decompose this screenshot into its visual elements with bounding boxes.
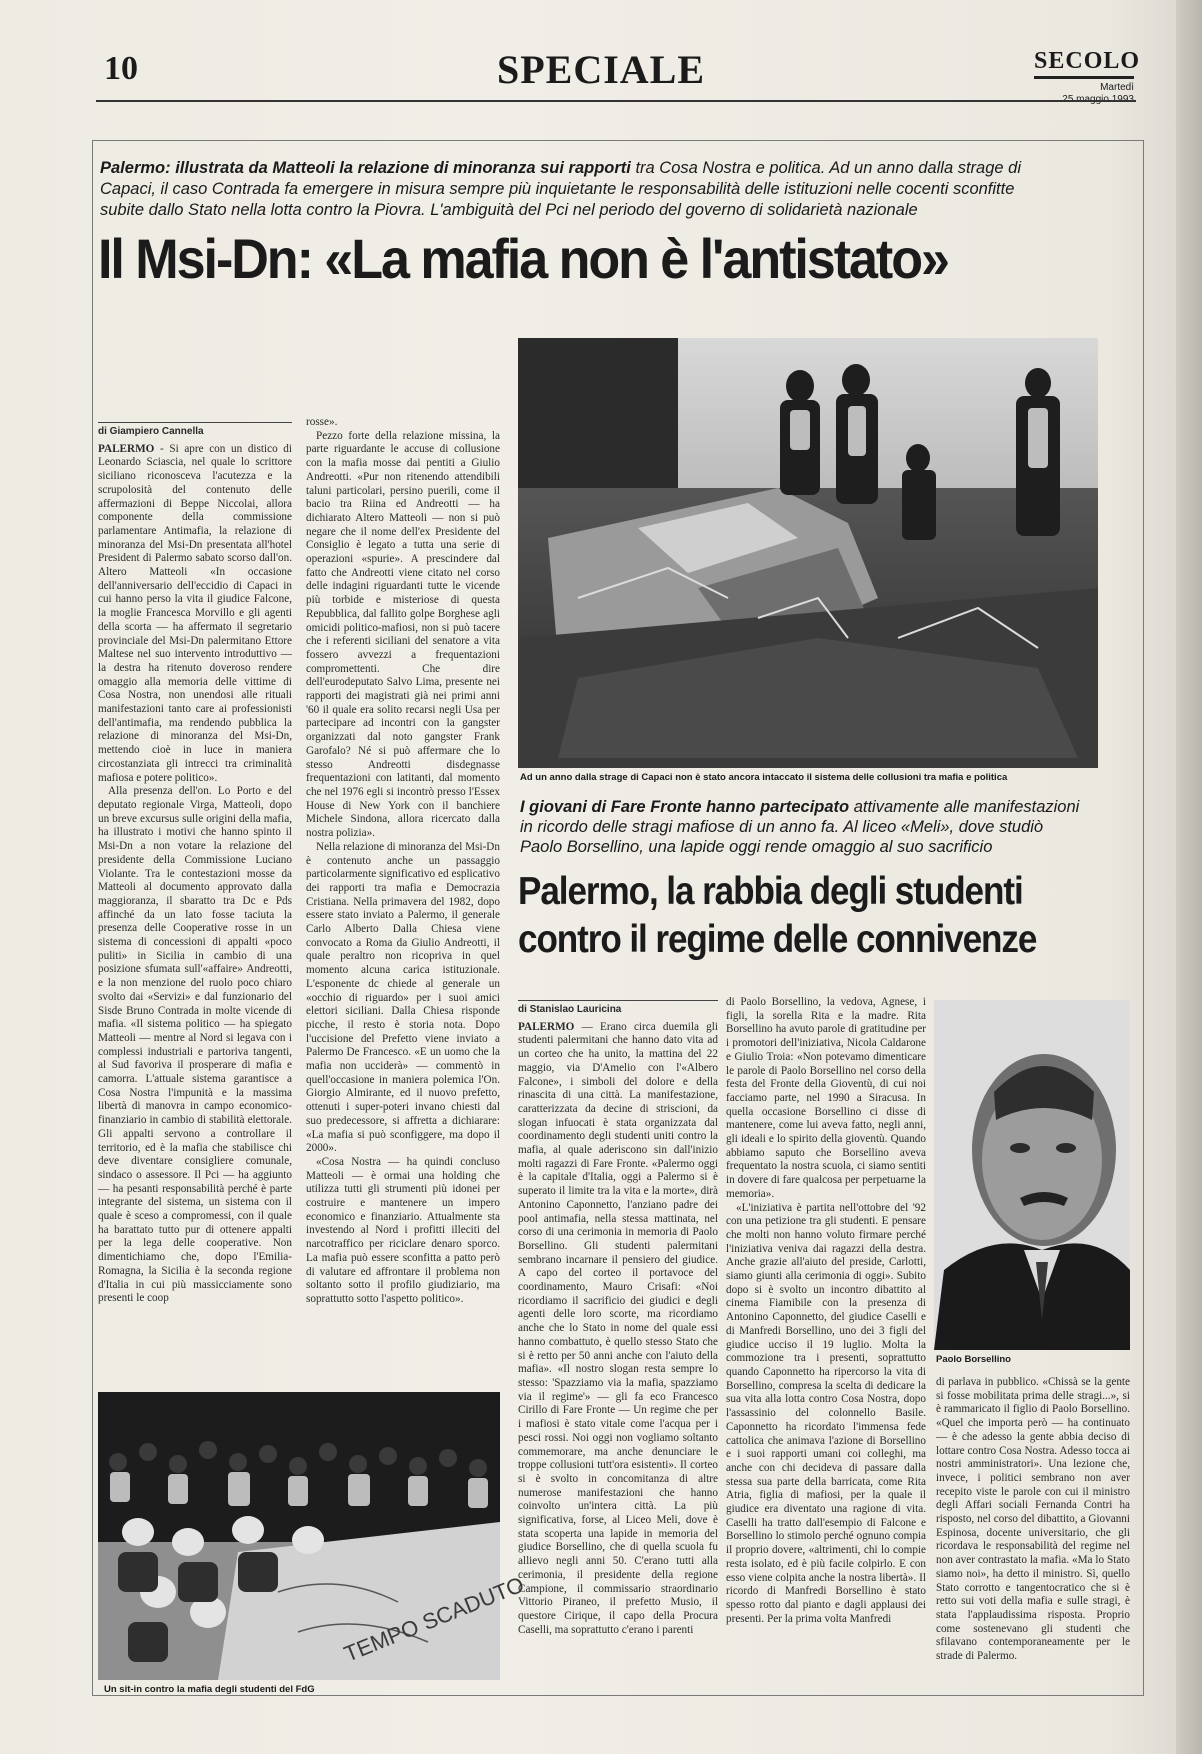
second-paragraph [518, 1021, 718, 1638]
main-paragraph: Alla presenza dell'on. Lo Porto e del deputato regionale Virga, Matteoli, dopo un breve excursus sulle origini della mafia, ha illustrato i motivi che hanno spinto il Msi-Dn a non votare la relazione del presidente della Commissione Luciano Violante. Tra le contestazioni mosse da Matteoli al documento approvato dalla maggioranza, il sbaratto tra Dc e Pds affinché da un lato fosse taciuta la presenza delle Cooperative rosse in un sistema di concessioni di appalti «poco puliti» in Sicilia in cambio di una posizione sfumata sull'«affaire» Andreotti, e la non menzione del ruolo poco chiaro svolto dai «Servizi» e dal funzionario del Sisde Bruno Contrada in molte vicende di mafia. «Il sistema politico — ha spiegato Matteoli — mentre al Nord si legava con i complessi industriali e partoriva tangenti, al Sud favoriva il prosperare di mafia e camorra. L'attuale sistema garantisce a Cosa Nostra l'impunità e la massima libertà di manovra in campo economico-finanziario in cambio di stabilità elettorale. Gli appalti servono a controllare il territorio, ed è la mafia che stabilisce chi deve diventare consigliere comunale, sindaco o assessore. Il Pci — ha aggiunto — ha pesanti responsabilità perché è parte integrante del sistema, un sistema con il quale è sceso a compromessi, con il quale ha barattato tutto pur di ottenere appalti per la lega delle cooperative. Non dimentichiamo che, dopo l'Emilia-Romagna, la Sicilia è la seconda regione d'Italia in cui più massicciamente sono presenti le coop [98, 785, 292, 1305]
page-binding-shadow [1176, 0, 1202, 1754]
second-headline: Palermo, la rabbia degli studenti contro il regime delle connivenze [518, 870, 1037, 961]
sit-in-photo [98, 1392, 528, 1680]
masthead-day: Martedì [1100, 82, 1134, 93]
masthead [1034, 48, 1141, 106]
section-title: SPECIALE [496, 47, 706, 92]
main-column-1 [98, 422, 292, 1380]
second-paragraph: di Paolo Borsellino, la vedova, Agnese, i figli, la sorella Rita e la madre. Rita Borsellino ha avuto parole di gratitudine per i promotori dell'iniziativa, Nicola Caldarone e Giulio Troia: «Non potevamo dimenticare le parole di Paolo Borsellino nel corso della festa del Fronte della Gioventù, di cui noi facciamo parte, nel 1990 a Siracusa. In quella occasione Borsellino ci disse di mantenere, come lui aveva fatto, negli anni, gli ideali e lo spirito della gioventù. Quando abbiamo saputo che Borsellino aveva frequentato la nostra scuola, ci siamo sentiti in dovere di fare qualcosa per perpetuarne la memoria». [726, 996, 926, 1200]
main-paragraph: «Cosa Nostra — ha quindi concluso Matteoli — è ormai una holding che utilizza tutti gli strumenti più idonei per costruire e mantenere un impero economico e finanziario. Attualmente sta investendo al Nord i profitti illeciti del narcotraffico per riciclare denaro sporco. La mafia può essere sconfitta a patto però di valutare ed affrontare il problema non soltanto sotto il profilo giudiziario, ma soprattutto sotto l'aspetto politico». [306, 1155, 500, 1305]
page-number: 10 [104, 50, 138, 87]
main-column-2 [306, 416, 500, 1380]
main-col1-text: - Si apre con un distico di Leonardo Sciascia, nel quale lo scrittore siciliano riconosceva l'acutezza e la scrupolosità del contenuto delle affermazioni di Beppe Niccolai, allora componente della commissione parlamentare Antimafia, la relazione di minoranza del Msi-Dn presentata all'hotel President di Palermo sabato scorso dall'on. Altero Matteoli «In occasione dell'anniversario dell'eccidio di Capaci in cui hanno perso la vita il giudice Falcone, la moglie Francesca Morvillo e gli agenti della scorta — ha affermato il segretario provinciale del Msi-Dn palermitano Ettore Maltese nel suo intervento introduttivo — la destra ha ritenuto doveroso rendere omaggio alla memoria delle vittime di Cosa Nostra, non unendosi alle rituali manifestazioni tanto care ai professionisti dell'antimafia, ma rendendo pubblica la relazione di minoranza del Msi-Dn, mettendo cioè in luce in maniera circostanziata gli intrecci tra criminalità mafiosa e potere politico». [98, 442, 292, 784]
second-kicker-bold: I giovani di Fare Fronte hanno partecipato [520, 798, 850, 816]
main-headline: Il Msi-Dn: «La mafia non è l'antistato» [98, 227, 948, 290]
header-rule [96, 100, 1136, 102]
main-paragraph [98, 443, 292, 786]
borsellino-portrait-caption: Paolo Borsellino [936, 1354, 1011, 1365]
sit-in-photo-caption: Un sit-in contro la mafia degli studenti del FdG [104, 1684, 315, 1695]
main-paragraph: Nella relazione di minoranza del Msi-Dn è contenuto anche un passaggio particolarmente significativo ed esplicativo dei rapporti tra mafia e Democrazia Cristiana. Nella primavera del 1982, dopo essere stato inviato a Palermo, il generale Carlo Alberto Dalla Chiesa viene convocato a Roma da Giulio Andreotti, il quale peraltro non ricopriva in quel momento alcuna carica istituzionale. L'esponente dc chiede al generale un «occhio di riguardo» per i suoi amici elettori siciliani. Dalla Chiesa risponde picche, il resto è storia nota. Dopo l'uccisione del Prefetto viene inviato a Palermo De Francesco. «E un uomo che la mafia non ucciderà» — commentò in quell'occasione in maniera polemica l'On. Giorgio Almirante, ed il nuovo prefetto, ottenuti i super-poteri invano chiesti dal suo predecessore, si affretta a dichiarare: «La mafia si può sconfiggere, ma dopo il 2000». [306, 840, 500, 1155]
second-dateline: PALERMO [518, 1020, 575, 1033]
main-dateline: PALERMO [98, 442, 155, 455]
main-kicker-bold: Palermo: illustrata da Matteoli la relazione di minoranza sui rapporti [100, 159, 631, 177]
second-paragraph: «L'iniziativa è partita nell'ottobre del '92 con una petizione tra gli studenti. E pensare che molti non hanno voluto firmare perché l'iniziativa veniva dai ragazzi della destra. Anche grazie all'aiuto del preside, Carlotti, siamo giunti alla cerimonia di oggi». Subito dopo si è svolto un incontro dibattito al cinema Fiamibile con la presenza di Antonino Caponnetto, del giudice Caselli e di Manfredi Borsellino, uno dei 3 figli del giudice ucciso il 19 luglio. Molta la commozione tra i presenti, soprattutto quando Caponnetto ha ripercorso la vita di Borsellino, compresa la scelta di dedicare la sua vita alla lotta contro Cosa Nostra, dopo l'assassinio del colonnello Basile. Caponnetto ha ricordato l'immensa fede cattolica che animava l'azione di Borsellino e i suoi rapporti umani coi colleghi, ma anche con chi decideva di passare dalla stessa sua parte della barricata, come Rita Atria, figlia di mafiosi, per la quale il giudice era diventato una ragione di vita. Caselli ha tratto dall'esempio di Falcone e Borsellino lo stimolo perché ognuno compia il proprio dovere, «altrimenti, chi lo compie resta isolato, ed è più facile colpirlo. E con esso viene colpita anche la nostra libertà». Il ricordo di Manfredi Borsellino è stato spesso rotto dal pianto e dagli applausi dei presenti. Per la prima volta Manfredi [726, 1201, 926, 1625]
borsellino-portrait [934, 1000, 1130, 1350]
second-kicker-text: attivamente alle manifestazioni in ricordo delle stragi mafiose di un anno fa. Al liceo «Meli», dove studiò Paolo Borsellino, una lapide oggi rende omaggio al suo sacrificio [520, 798, 1080, 856]
second-column-1 [518, 1000, 718, 1654]
second-kicker [520, 797, 1080, 857]
second-paragraph: di parlava in pubblico. «Chissà se la gente si fosse mobilitata prima delle stragi...», si è rammaricato il figlio di Paolo Borsellino. «Quel che importa però — ha continuato — è che adesso la gente abbia deciso di lottare contro Cosa Nostra. Adesso tocca ai nostri amministratori». Una lezione che, invece, i politici sembrano non aver recepito viste le parole con cui il ministro degli Affari sociali Fernanda Contri ha risposto, nel corso del dibattito, a Giovanni Espinosa, docente universitario, che gli ricordava le responsabilità del regime nel non aver contrastato la mafia. «Ma lo Stato siamo noi», ha detto il ministro. Sì, quello Stato corrotto e tangentocratico che si è retto sui voti della mafia e sulle stragi, è stata l'applaudissima risposta. Proprio come sostenevano gli studenti che sfilavano contemporaneamente per le strade di Palermo. [936, 1376, 1130, 1663]
second-column-2 [726, 996, 926, 1654]
capaci-photo-caption: Ad un anno dalla strage di Capaci non è stato ancora intaccato il sistema delle collusioni tra mafia e politica [520, 772, 1008, 783]
masthead-underline [1034, 76, 1134, 79]
second-column-3 [936, 1376, 1130, 1663]
second-byline: di Stanislao Lauricina [518, 1000, 718, 1017]
main-kicker [100, 158, 1040, 221]
sit-in-banner-text: TEMPO SCADUTO [340, 1571, 528, 1667]
main-paragraph: rosse». [306, 416, 338, 428]
main-kicker-text: tra Cosa Nostra e politica. Ad un anno dalla strage di Capaci, il caso Contrada fa emergere in misura sempre più inquietante le responsabilità delle istituzioni nelle cocenti sconfitte subite dallo Stato nella lotta contro la Piovra. L'ambiguità del Pci nel periodo del governo di solidarietà nazionale [100, 159, 1021, 219]
main-paragraph: Pezzo forte della relazione missina, la parte riguardante le accuse di collusione con la mafia mosse dai pentiti a Giulio Andreotti. «Pur non ritenendo attendibili taluni particolari, persino puerili, come il bacio tra Riina ed Andreotti — ha dichiarato Altero Matteoli — non si può negare che il nome dell'ex Presidente del Consiglio è legato a tutta una serie di operazioni «spurie». A prescindere dal fatto che Andreotti viene citato nel corso delle indagini riguardanti tutte le vicende più torbide e misteriose di questa Repubblica, dal fallito golpe Borghese agli omicidi politico-mafiosi, non si può tacere che i referenti siciliani del senatore a vita fossero avvezzi a frequentazioni compromettenti. Che dire dell'eurodeputato Salvo Lima, presente nei rapporti dei magistrati già nei primi anni '60 il quale era solito recarsi negli Usa per partecipare ad incontri con la gangster organizzati dal noto gangster Frank Garofalo? Né si può affermare che lo stesso Andreotti disdegnasse frequentazioni con latitanti, dal momento che nel 1976 egli si incontrò presso l'Essex House di New York con il banchiere Michele Sindona, allora ricercato dalla nostra polizia». [306, 429, 500, 840]
main-byline: di Giampiero Cannella [98, 422, 292, 439]
capaci-photo [518, 338, 1098, 768]
masthead-name: SECOLO [1034, 48, 1141, 74]
second-col1-text: — Erano circa duemila gli studenti palermitani che hanno dato vita ad un corteo che ha unito, la mattina del 22 maggio, via D'Amelio con l'«Albero Falcone», i simboli del dolore e della rinascita di una città. La manifestazione, caratterizzata da decine di striscioni, da slogan infuocati è stata organizzata dal coordinamento degli studenti uniti contro la mafia, al quale aderiscono sin dall'inizio molti ragazzi di Fare Fronte. «Palermo oggi è la capitale d'Italia, oggi a Palermo si è superato il limite tra la vita e la morte», dirà Antonino Caponnetto, l'anziano padre dei pool antimafia, nella stessa mattinata, nel corso di una cerimonia in memoria di Paolo Borsellino. Gli studenti palermitani sembrano incarnare il pensiero del giudice. A capo del corteo il portavoce del coordinamento, Mauro Crisafi: «Noi ricordiamo il sacrificio dei giudici e degli agenti delle loro scorte, ma ricordiamo anche che lo Stato in nome del quale essi hanno combattuto, è quello stesso Stato che si è retto per 50 anni anche con l'aiuto della mafia». «Il nostro slogan resta sempre lo stesso: 'Spazziamo via la mafia, spazziamo via il regime'» — gli fa eco Francesco Cirillo di Fare Fronte — Un regime che per i mafiosi è stato vitale come l'acqua per i pesci rossi. Noi oggi non vogliamo soltanto commemorare, ma anche denunciare le troppe collusioni tutt'ora esistenti». Il corteo si è svolto in concomitanza di altre numerose manifestazioni che hanno coinvolto un'intera città. La più significativa, forse, al Liceo Meli, dove è stata scoperta una lapide in memoria del giudice Borsellino, che di quella scuola fu allievo negli anni 50. C'erano tutti alla cerimonia, il presidente della regione Campione, il commissario straordinario Vittorio Piraneo, il prefetto Musio, il questore Cirique, il capo della Procura Caselli, ma soprattutto c'erano i parenti [518, 1020, 718, 1636]
